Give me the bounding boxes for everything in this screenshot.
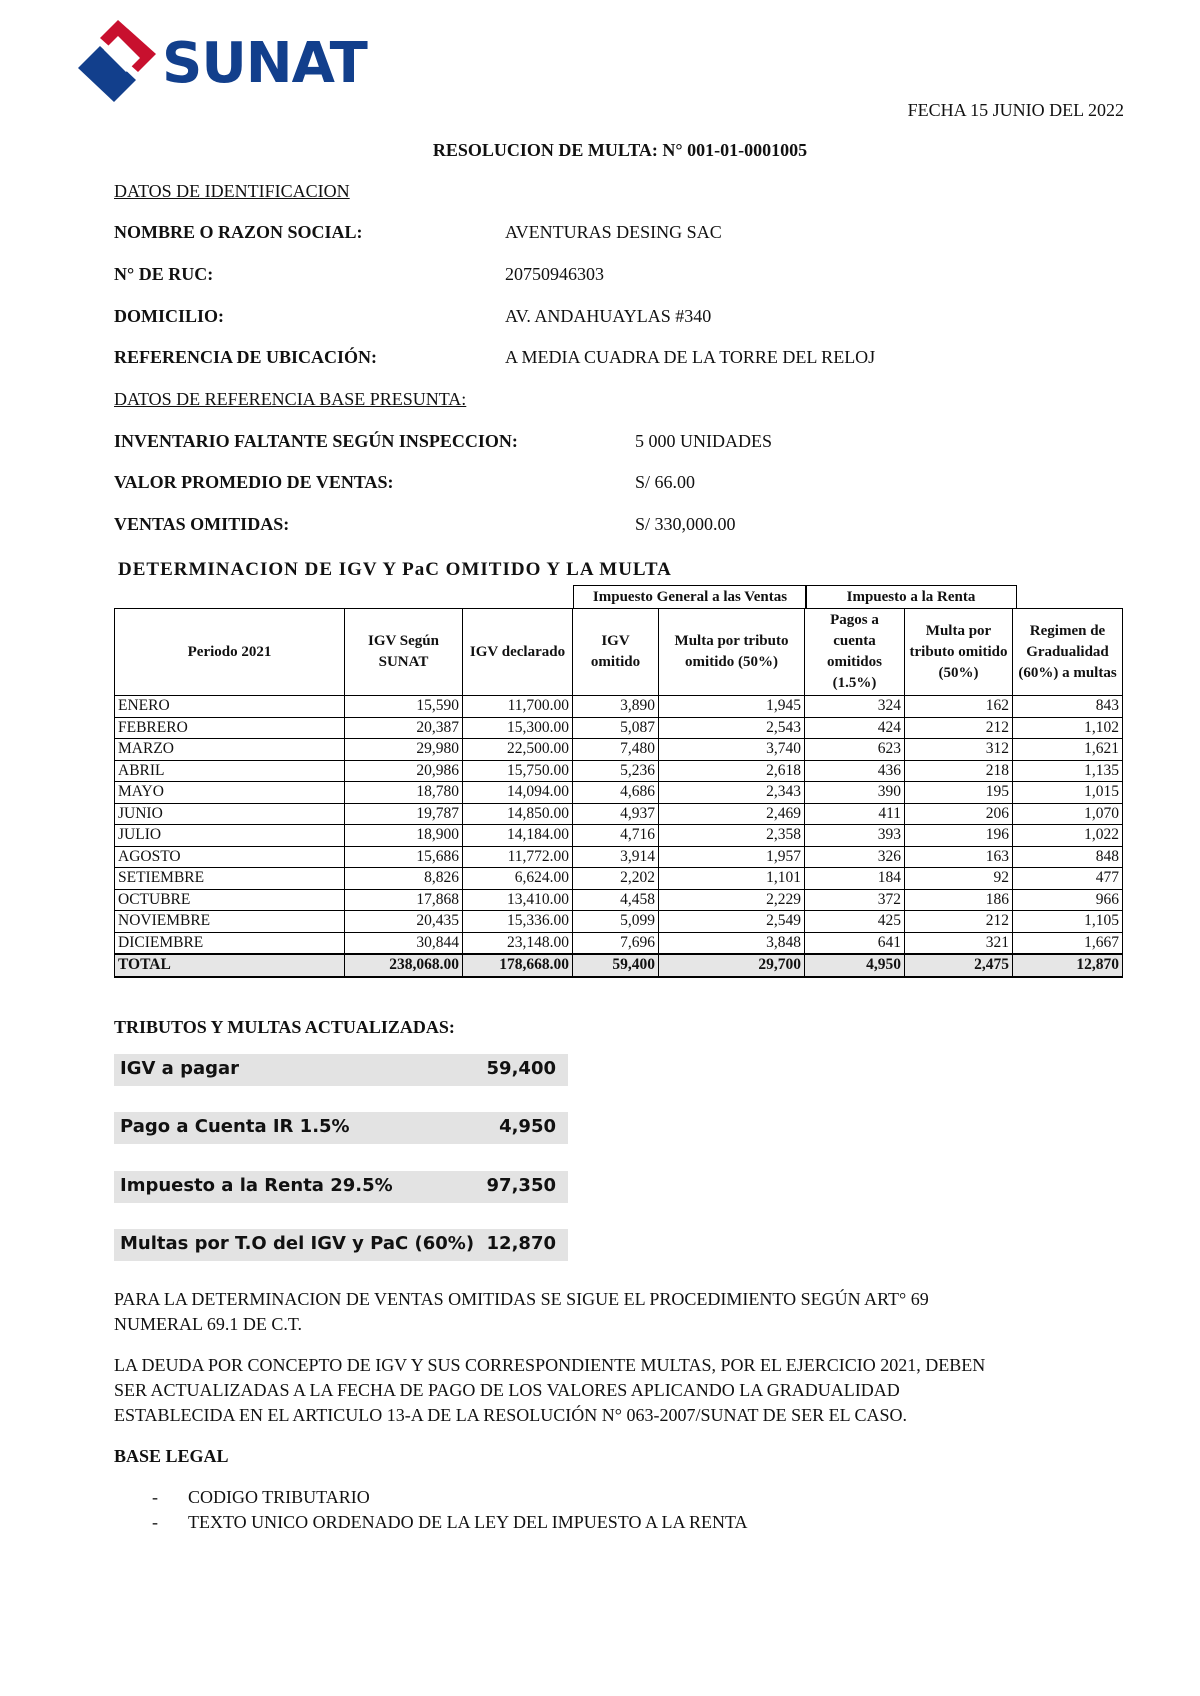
total-value-cell: 12,870 — [1013, 954, 1123, 977]
value-cell: 184 — [805, 868, 905, 890]
value-cell: 29,980 — [345, 739, 463, 761]
value-cell: 15,686 — [345, 846, 463, 868]
value-cell: 324 — [805, 696, 905, 718]
value-cell: 15,590 — [345, 696, 463, 718]
periodo-cell: ENERO — [115, 696, 345, 718]
table-row — [115, 825, 1123, 847]
periodo-cell: JUNIO — [115, 803, 345, 825]
periodo-cell: MAYO — [115, 782, 345, 804]
value-cell: 424 — [805, 717, 905, 739]
multas-label: Multas por T.O del IGV y PaC (60%) — [120, 1233, 475, 1254]
value-cell: 2,469 — [659, 803, 805, 825]
value-cell: 1,101 — [659, 868, 805, 890]
value-cell: 623 — [805, 739, 905, 761]
value-cell: 7,696 — [573, 932, 659, 954]
value-cell: 436 — [805, 760, 905, 782]
value-cell: 3,890 — [573, 696, 659, 718]
value-cell: 3,740 — [659, 739, 805, 761]
determinacion-heading: DETERMINACION DE IGV Y PaC OMITIDO Y LA MULTA — [118, 559, 672, 580]
value-cell: 20,387 — [345, 717, 463, 739]
paragraph-procedimiento — [114, 1287, 1094, 1337]
value-cell: 8,826 — [345, 868, 463, 890]
periodo-cell: NOVIEMBRE — [115, 911, 345, 933]
paragraph-line: ESTABLECIDA EN EL ARTICULO 13-A DE LA RESOLUCIÓN N° 063-2007/SUNAT DE SER EL CASO. — [114, 1405, 908, 1425]
pago-cuenta-label: Pago a Cuenta IR 1.5% — [120, 1116, 350, 1137]
value-cell: 18,780 — [345, 782, 463, 804]
table-row — [115, 889, 1123, 911]
table-row — [115, 782, 1123, 804]
value-cell: 312 — [905, 739, 1013, 761]
table-row — [115, 846, 1123, 868]
col-header-periodo: Periodo 2021 — [115, 609, 345, 696]
value-cell: 2,549 — [659, 911, 805, 933]
referencia-ubicacion-label: REFERENCIA DE UBICACIÓN: — [114, 347, 378, 367]
sunat-logo — [74, 18, 404, 108]
value-cell: 15,300.00 — [463, 717, 573, 739]
total-value-cell: 59,400 — [573, 954, 659, 977]
ventas-omitidas-value: S/ 330,000.00 — [635, 514, 736, 534]
value-cell: 206 — [905, 803, 1013, 825]
value-cell: 11,772.00 — [463, 846, 573, 868]
base-legal-item-texto: TEXTO UNICO ORDENADO DE LA LEY DEL IMPUESTO A LA RENTA — [188, 1512, 748, 1532]
paragraph-line: PARA LA DETERMINACION DE VENTAS OMITIDAS SE SIGUE EL PROCEDIMIENTO SEGÚN ART° 69 — [114, 1289, 929, 1309]
value-cell: 17,868 — [345, 889, 463, 911]
valor-promedio-value: S/ 66.00 — [635, 472, 696, 492]
value-cell: 1,015 — [1013, 782, 1123, 804]
value-cell: 2,343 — [659, 782, 805, 804]
value-cell: 1,621 — [1013, 739, 1123, 761]
identificacion-heading: DATOS DE IDENTIFICACION — [114, 181, 350, 201]
paragraph-line: LA DEUDA POR CONCEPTO DE IGV Y SUS CORRESPONDIENTE MULTAS, POR EL EJERCICIO 2021, DEBEN — [114, 1355, 986, 1375]
value-cell: 1,135 — [1013, 760, 1123, 782]
value-cell: 2,618 — [659, 760, 805, 782]
col-header-pagos-cuenta: Pagos a cuenta omitidos (1.5%) — [805, 609, 905, 696]
value-cell: 11,700.00 — [463, 696, 573, 718]
impuesto-renta-box — [114, 1171, 568, 1203]
value-cell: 212 — [905, 717, 1013, 739]
multas-box — [114, 1229, 568, 1261]
col-header-igv-sunat: IGV Según SUNAT — [345, 609, 463, 696]
periodo-cell: MARZO — [115, 739, 345, 761]
value-cell: 92 — [905, 868, 1013, 890]
value-cell: 1,667 — [1013, 932, 1123, 954]
impuesto-renta-label: Impuesto a la Renta 29.5% — [120, 1175, 393, 1196]
value-cell: 162 — [905, 696, 1013, 718]
value-cell: 212 — [905, 911, 1013, 933]
value-cell: 843 — [1013, 696, 1123, 718]
value-cell: 18,900 — [345, 825, 463, 847]
col-header-multa-renta: Multa por tributo omitido (50%) — [905, 609, 1013, 696]
value-cell: 3,848 — [659, 932, 805, 954]
multas-value: 12,870 — [486, 1233, 556, 1254]
referencia-ubicacion-value: A MEDIA CUADRA DE LA TORRE DEL RELOJ — [505, 347, 876, 367]
value-cell: 20,986 — [345, 760, 463, 782]
value-cell: 196 — [905, 825, 1013, 847]
col-header-gradualidad: Regimen de Gradualidad (60%) a multas — [1013, 609, 1123, 696]
pago-cuenta-box — [114, 1112, 568, 1144]
table-row — [115, 911, 1123, 933]
value-cell: 218 — [905, 760, 1013, 782]
domicilio-label: DOMICILIO: — [114, 306, 225, 326]
resolution-title: RESOLUCION DE MULTA: N° 001-01-0001005 — [432, 140, 808, 160]
value-cell: 2,229 — [659, 889, 805, 911]
value-cell: 7,480 — [573, 739, 659, 761]
ruc-value: 20750946303 — [505, 264, 604, 284]
table-row — [115, 717, 1123, 739]
nombre-value: AVENTURAS DESING SAC — [505, 222, 722, 242]
ruc-label: N° DE RUC: — [114, 264, 214, 284]
col-header-igv-declarado: IGV declarado — [463, 609, 573, 696]
value-cell: 1,957 — [659, 846, 805, 868]
ventas-omitidas-label: VENTAS OMITIDAS: — [114, 514, 290, 534]
value-cell: 5,236 — [573, 760, 659, 782]
table-row — [115, 868, 1123, 890]
total-label-cell: TOTAL — [115, 954, 345, 977]
value-cell: 2,543 — [659, 717, 805, 739]
value-cell: 326 — [805, 846, 905, 868]
paragraph-line: NUMERAL 69.1 DE C.T. — [114, 1314, 302, 1334]
value-cell: 372 — [805, 889, 905, 911]
value-cell: 163 — [905, 846, 1013, 868]
col-header-igv-omitido: IGV omitido — [573, 609, 659, 696]
value-cell: 3,914 — [573, 846, 659, 868]
periodo-cell: SETIEMBRE — [115, 868, 345, 890]
value-cell: 195 — [905, 782, 1013, 804]
table-row — [115, 739, 1123, 761]
base-legal-heading: BASE LEGAL — [114, 1446, 229, 1466]
value-cell: 2,358 — [659, 825, 805, 847]
value-cell: 13,410.00 — [463, 889, 573, 911]
value-cell: 5,099 — [573, 911, 659, 933]
value-cell: 186 — [905, 889, 1013, 911]
value-cell: 321 — [905, 932, 1013, 954]
value-cell: 477 — [1013, 868, 1123, 890]
table-row — [115, 932, 1123, 954]
inventario-label: INVENTARIO FALTANTE SEGÚN INSPECCION: — [114, 431, 518, 451]
referencia-heading: DATOS DE REFERENCIA BASE PRESUNTA: — [114, 389, 467, 409]
value-cell: 966 — [1013, 889, 1123, 911]
value-cell: 23,148.00 — [463, 932, 573, 954]
group-header-renta: Impuesto a la Renta — [805, 585, 1017, 608]
valor-promedio-label: VALOR PROMEDIO DE VENTAS: — [114, 472, 394, 492]
group-header-igv: Impuesto General a las Ventas — [573, 585, 807, 608]
value-cell: 1,102 — [1013, 717, 1123, 739]
value-cell: 1,105 — [1013, 911, 1123, 933]
bullet-dash: - — [152, 1512, 158, 1532]
table-header-row — [115, 609, 1123, 696]
value-cell: 393 — [805, 825, 905, 847]
value-cell: 6,624.00 — [463, 868, 573, 890]
value-cell: 1,022 — [1013, 825, 1123, 847]
value-cell: 425 — [805, 911, 905, 933]
value-cell: 4,686 — [573, 782, 659, 804]
igv-pagar-box — [114, 1054, 568, 1086]
total-value-cell: 238,068.00 — [345, 954, 463, 977]
value-cell: 15,750.00 — [463, 760, 573, 782]
table-row — [115, 760, 1123, 782]
value-cell: 390 — [805, 782, 905, 804]
value-cell: 20,435 — [345, 911, 463, 933]
igv-pagar-value: 59,400 — [486, 1058, 556, 1079]
value-cell: 4,937 — [573, 803, 659, 825]
total-value-cell: 29,700 — [659, 954, 805, 977]
base-legal-item-codigo: CODIGO TRIBUTARIO — [188, 1487, 370, 1507]
periodo-cell: OCTUBRE — [115, 889, 345, 911]
value-cell: 1,070 — [1013, 803, 1123, 825]
impuesto-renta-value: 97,350 — [486, 1175, 556, 1196]
logo-text: SUNAT — [162, 31, 367, 96]
value-cell: 22,500.00 — [463, 739, 573, 761]
col-header-multa-igv: Multa por tributo omitido (50%) — [659, 609, 805, 696]
periodo-cell: DICIEMBRE — [115, 932, 345, 954]
igv-pagar-label: IGV a pagar — [120, 1058, 240, 1079]
value-cell: 4,716 — [573, 825, 659, 847]
paragraph-deuda — [114, 1353, 1094, 1428]
table-row — [115, 696, 1123, 718]
inventario-value: 5 000 UNIDADES — [635, 431, 772, 451]
total-value-cell: 4,950 — [805, 954, 905, 977]
total-row — [115, 954, 1123, 977]
table-row — [115, 803, 1123, 825]
sunat-logo-icon — [74, 18, 164, 108]
value-cell: 19,787 — [345, 803, 463, 825]
value-cell: 14,094.00 — [463, 782, 573, 804]
periodo-cell: FEBRERO — [115, 717, 345, 739]
document-date: FECHA 15 JUNIO DEL 2022 — [907, 100, 1124, 120]
determinacion-table — [114, 608, 1123, 978]
nombre-label: NOMBRE O RAZON SOCIAL: — [114, 222, 363, 242]
paragraph-line: SER ACTUALIZADAS A LA FECHA DE PAGO DE LOS VALORES APLICANDO LA GRADUALIDAD — [114, 1380, 900, 1400]
periodo-cell: ABRIL — [115, 760, 345, 782]
total-value-cell: 178,668.00 — [463, 954, 573, 977]
periodo-cell: AGOSTO — [115, 846, 345, 868]
total-value-cell: 2,475 — [905, 954, 1013, 977]
value-cell: 641 — [805, 932, 905, 954]
value-cell: 411 — [805, 803, 905, 825]
value-cell: 1,945 — [659, 696, 805, 718]
value-cell: 4,458 — [573, 889, 659, 911]
value-cell: 14,184.00 — [463, 825, 573, 847]
domicilio-value: AV. ANDAHUAYLAS #340 — [505, 306, 712, 326]
bullet-dash: - — [152, 1487, 158, 1507]
value-cell: 15,336.00 — [463, 911, 573, 933]
value-cell: 5,087 — [573, 717, 659, 739]
value-cell: 2,202 — [573, 868, 659, 890]
pago-cuenta-value: 4,950 — [499, 1116, 556, 1137]
periodo-cell: JULIO — [115, 825, 345, 847]
value-cell: 848 — [1013, 846, 1123, 868]
value-cell: 14,850.00 — [463, 803, 573, 825]
actualizadas-heading: TRIBUTOS Y MULTAS ACTUALIZADAS: — [114, 1017, 455, 1037]
value-cell: 30,844 — [345, 932, 463, 954]
